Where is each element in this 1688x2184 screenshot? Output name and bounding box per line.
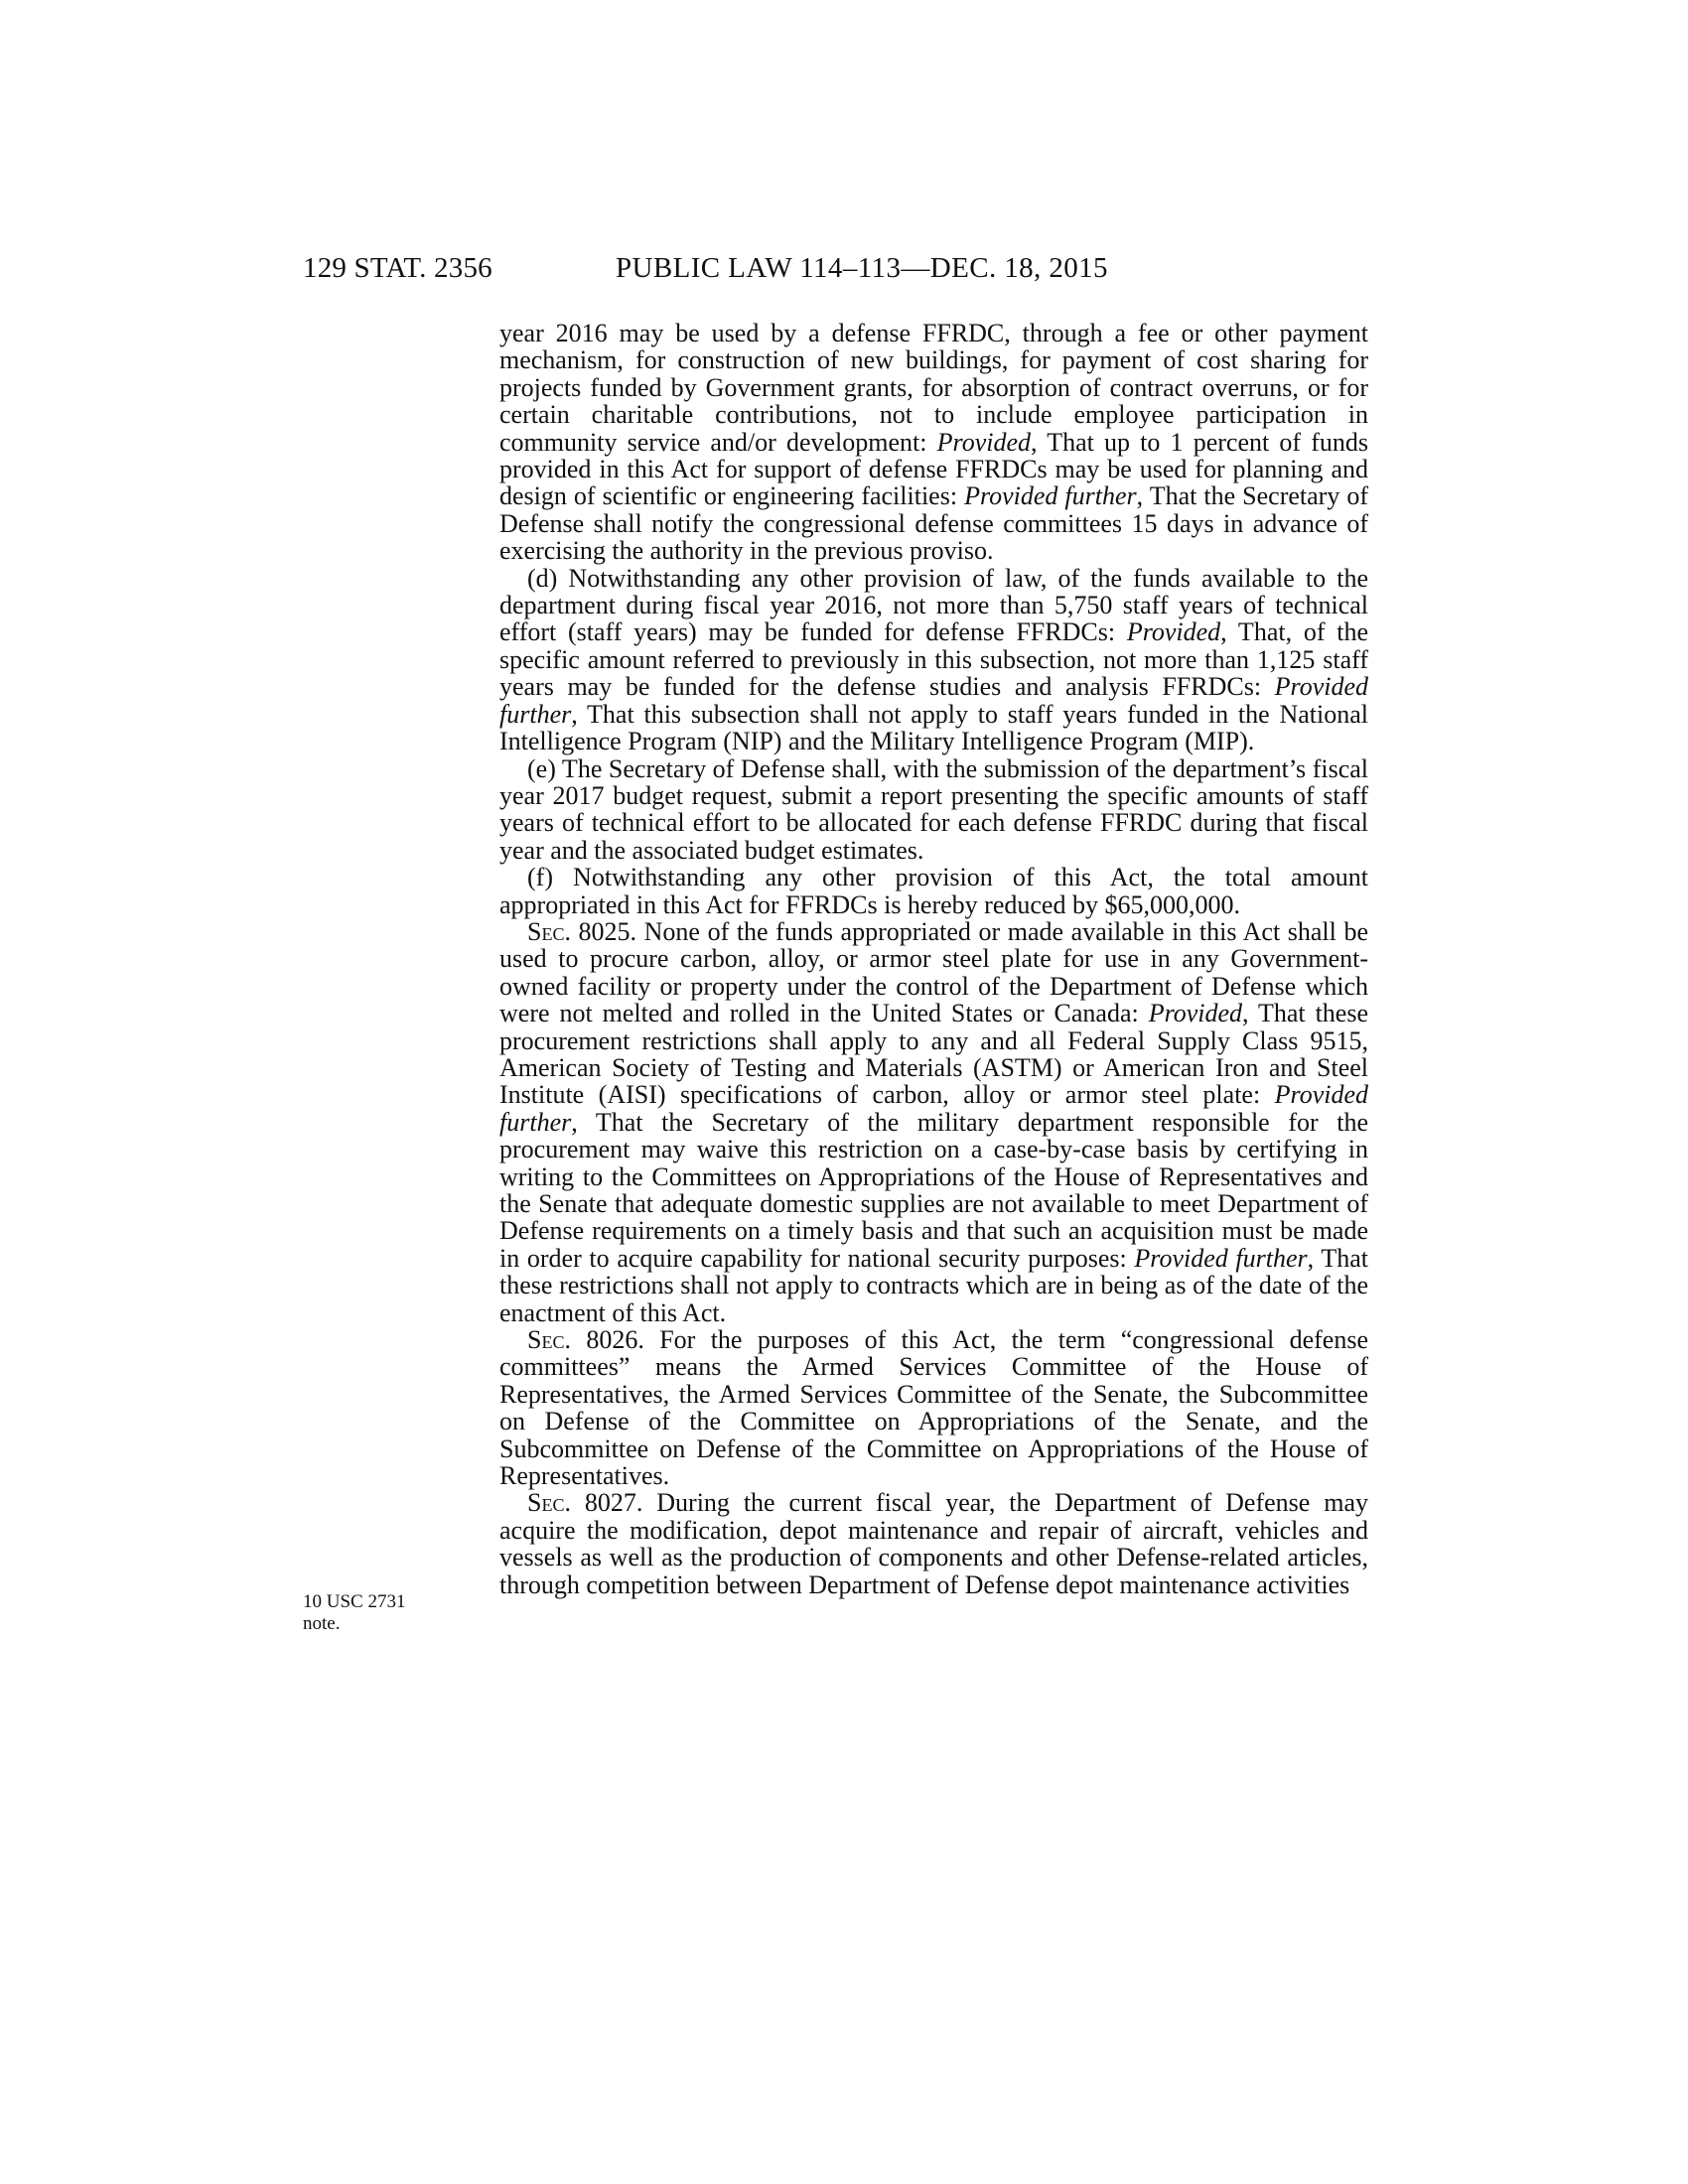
italic-run: Provided [936, 427, 1031, 457]
text-run: (d) Notwithstanding any other provision of law, of the funds available to the department during fiscal year 2016, not more than 5,750 staff years of technical effort (staff years) may be funded for defense FFRDCs: [499, 563, 1368, 647]
text-run: . 8027. During the current fiscal year, the Department of Defense may acquire the modification, depot maintenance and repair of aircraft, vehicles and vessels as well as the production of components and other Defense-related articles, through competition between Department of Defense depot maintenance activities [499, 1488, 1368, 1599]
paragraph-d [499, 565, 1368, 755]
text-run: , That the Secretary of the military department responsible for the procurement may waive this restriction on a case-by-case basis by certifying in writing to the Committees on Appropriations of the House of Representatives and the Senate that adequate domestic supplies are not available to meet Department of Defense requirements on a timely basis and that such an acquisition must be made in order to acquire capability for national security purposes: [499, 1107, 1368, 1273]
text-run: , That up to 1 percent of funds provided in this Act for support of defense FFRDCs may be used for planning and design of scientific or engineering facilities: [499, 427, 1368, 511]
section-label: Sec [527, 1488, 565, 1518]
italic-run: Provided further [499, 1080, 1368, 1137]
text-run: , That, of the specific amount referred to previously in this subsection, not more than 1,125 staff years may be funded for the defense studies and analysis FFRDCs: [499, 617, 1368, 702]
text-run: (f) Notwithstanding any other provision of this Act, the total amount appropriated in this Act for FFRDCs is hereby reduced by $65,000,000. [499, 863, 1368, 919]
text-run: , That these restrictions shall not apply to contracts which are in being as of the date of the enactment of this Act. [499, 1243, 1368, 1327]
margin-note-line-1: 10 USC 2731 [303, 1591, 406, 1612]
paragraph-continuation [499, 320, 1368, 565]
italic-run: Provided further [1134, 1243, 1308, 1273]
text-run: , That these procurement restrictions shall apply to any and all Federal Supply Class 9515, American Society of Testing and Materials (ASTM) or American Iron and Steel Institute (AISI) specifications of carbon, alloy or armor steel plate: [499, 999, 1369, 1110]
section-label: Sec [527, 916, 565, 946]
text-run: , That the Secretary of Defense shall notify the congressional defense committees 15 days in advance of exercising the authority in the previous proviso. [499, 481, 1369, 566]
section-8025 [499, 918, 1368, 1326]
paragraph-f [499, 864, 1368, 918]
text-run: year 2016 may be used by a defense FFRDC, through a fee or other payment mechanism, for construction of new buildings, for payment of cost sharing for projects funded by Government grants, for absorption of contract overruns, or for certain charitable contributions, not to include employee participation in community service and/or development: [499, 319, 1368, 457]
section-8026 [499, 1326, 1368, 1489]
text-run: , That this subsection shall not apply to staff years funded in the National Intelligence Program (NIP) and the Military Intelligence Program (MIP). [499, 699, 1368, 756]
text-run: . 8025. None of the funds appropriated or made available in this Act shall be used to procure carbon, alloy, or armor steel plate for use in any Government-owned facility or property under the control of the Department of Defense which were not melted and rolled in the United States or Canada: [499, 916, 1368, 1028]
italic-run: Provided further [964, 481, 1137, 511]
italic-run: Provided [1126, 617, 1221, 647]
italic-run: Provided [1148, 999, 1243, 1028]
text-run: . 8026. For the purposes of this Act, the term “congressional defense committees” means the Armed Services Committee of the House of Representatives, the Armed Services Committee of the Senate, the Subcommittee on Defense of the Committee on Appropriations of the Senate, and the Subcommittee on Defense of the Committee on Appropriations of the House of Representatives. [499, 1325, 1368, 1491]
margin-note-line-2: note. [303, 1613, 341, 1634]
running-header-title: PUBLIC LAW 114–113—DEC. 18, 2015 [616, 252, 1108, 284]
paragraph-e [499, 755, 1368, 865]
section-label: Sec [527, 1325, 565, 1355]
italic-run: Provided further [499, 672, 1368, 729]
text-run: (e) The Secretary of Defense shall, with the submission of the department’s fiscal year 2017 budget request, submit a report presenting the specific amounts of staff years of technical effort to be allocated for each defense FFRDC during that fiscal year and the associated budget estimates. [499, 753, 1368, 865]
section-8027 [499, 1489, 1368, 1598]
body-text [499, 320, 1368, 1598]
margin-citation-note [303, 1591, 442, 1635]
page-number: 129 STAT. 2356 [303, 252, 492, 284]
